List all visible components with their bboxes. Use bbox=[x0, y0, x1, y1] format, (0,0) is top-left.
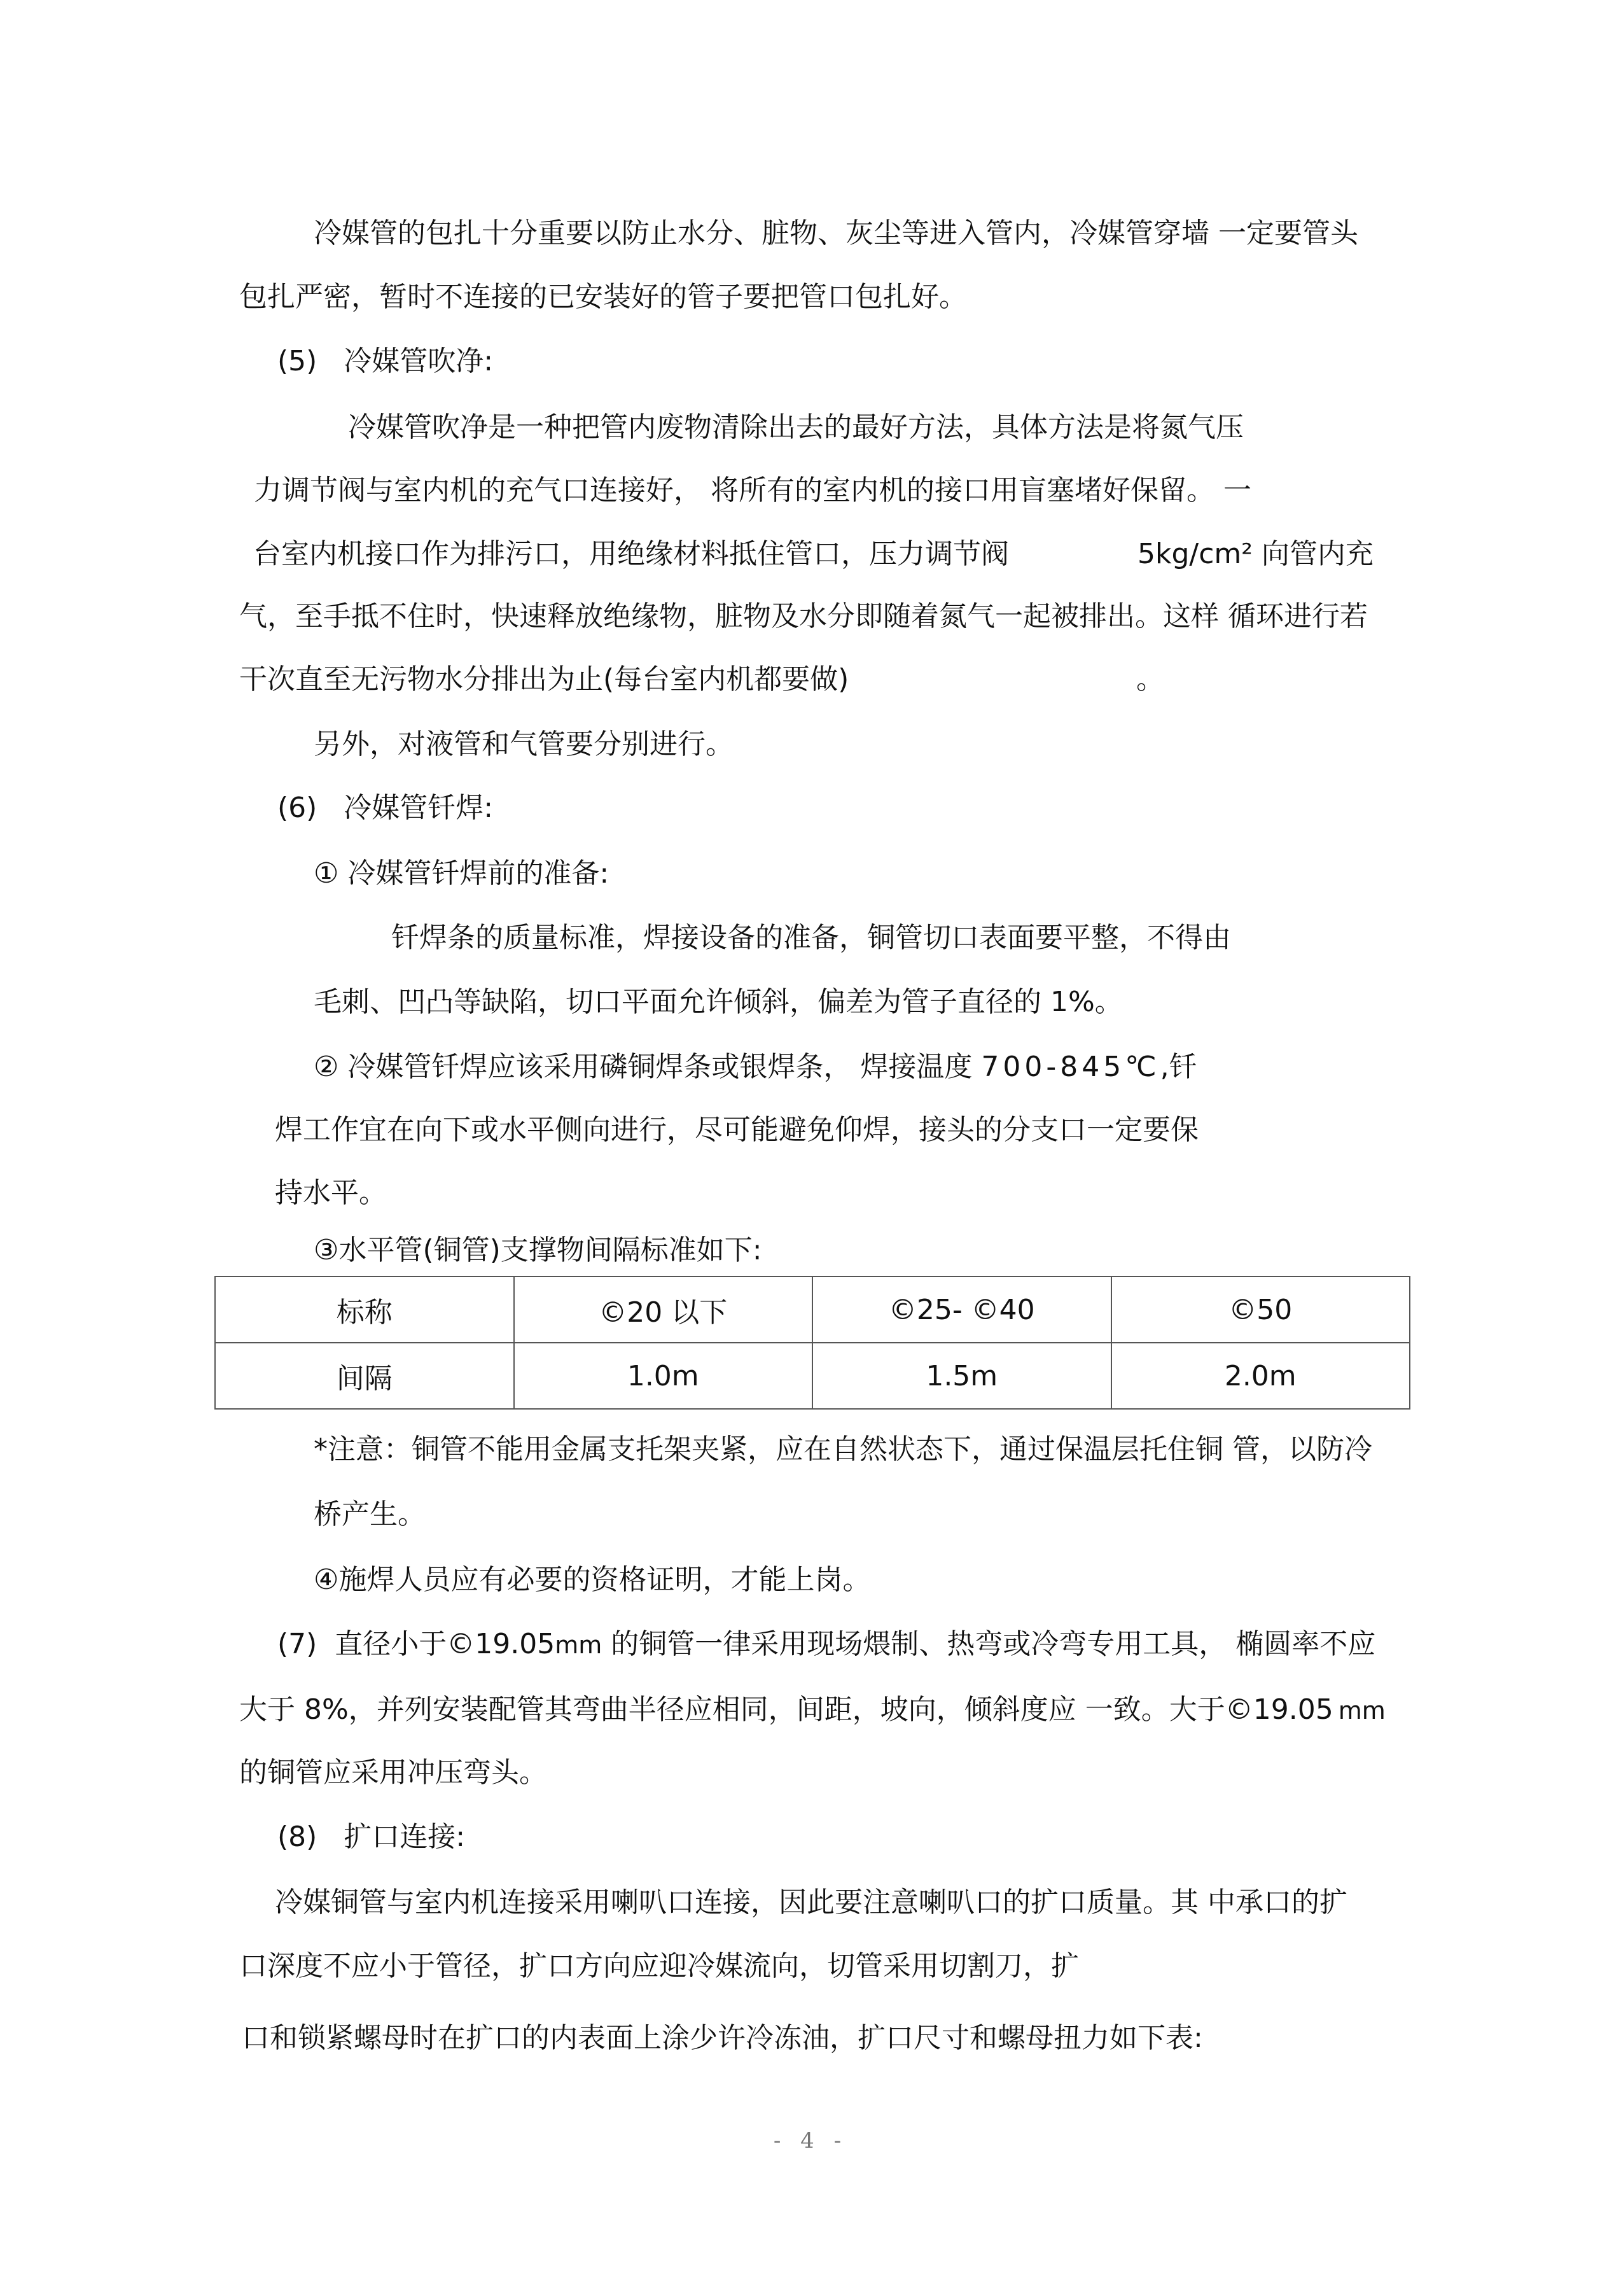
text-segment: ,钎 bbox=[1160, 1051, 1197, 1083]
paragraph-line: 毛刺、凹凸等缺陷，切口平面允许倾斜，偏差为管子直径的 1%。 bbox=[314, 986, 1123, 1018]
paragraph-line: 持水平。 bbox=[275, 1177, 387, 1209]
paragraph-line bbox=[253, 536, 1374, 572]
paragraph-wrapping-line: 冷媒管的包扎十分重要以防止水分、脏物、灰尘等进入管内，冷媒管穿墙 一定要管头 bbox=[314, 217, 1358, 249]
paragraph-line: 口深度不应小于管径，扩口方向应迎冷媒流向，切管采用切割刀，扩 bbox=[239, 1950, 1079, 1982]
paragraph-line bbox=[239, 662, 1164, 697]
pressure-value: 5kg/cm² 向管内充 bbox=[1137, 538, 1374, 570]
table-cell: ©25- ©40 bbox=[812, 1277, 1111, 1343]
text-segment: 的铜管一律采用现场煨制、热弯或冷弯专用工具， 椭圆率不应 bbox=[602, 1628, 1376, 1660]
item-1-title: ① 冷媒管钎焊前的准备: bbox=[314, 857, 609, 890]
section-8-heading bbox=[277, 1819, 465, 1855]
section-number: (8) bbox=[277, 1821, 317, 1853]
paragraph-wrapping-line: 包扎严密，暂时不连接的已安装好的管子要把管口包扎好。 bbox=[239, 281, 967, 313]
section-5-heading bbox=[277, 344, 493, 379]
section-6-heading bbox=[277, 790, 493, 826]
table-row bbox=[215, 1343, 1410, 1409]
text-segment: 大于 8%，并列安装配管其弯曲半径应相同，间距，坡向，倾斜度应 一致。大于©19.05 bbox=[239, 1693, 1333, 1726]
table-cell: 2.0m bbox=[1111, 1343, 1410, 1409]
unit-text: mm bbox=[1338, 1697, 1386, 1725]
table-cell: ©50 bbox=[1111, 1277, 1410, 1343]
section-7-line bbox=[277, 1627, 1375, 1663]
table-header-cell: 标称 bbox=[215, 1277, 514, 1343]
text-segment: ② 冷媒管钎焊应该采用磷铜焊条或银焊条， 焊接温度 bbox=[314, 1051, 982, 1083]
page-number: - 4 - bbox=[773, 2128, 848, 2153]
table-header-cell: 间隔 bbox=[215, 1343, 514, 1409]
table-cell: 1.0m bbox=[514, 1343, 813, 1409]
paragraph-line: 冷媒管吹净是一种把管内废物清除出去的最好方法，具体方法是将氮气压 bbox=[348, 411, 1244, 444]
section-number: (6) bbox=[277, 792, 317, 824]
note-line: 桥产生。 bbox=[314, 1498, 426, 1530]
item-3-title: ③水平管(铜管)支撑物间隔标准如下: bbox=[314, 1234, 762, 1266]
item-4: ④施焊人员应有必要的资格证明，才能上岗。 bbox=[314, 1564, 871, 1596]
note-line: *注意：铜管不能用金属支托架夹紧，应在自然状态下，通过保温层托住铜 管，以防冷 bbox=[314, 1433, 1372, 1466]
paragraph-line: 钎焊条的质量标准，焊接设备的准备，铜管切口表面要平整，不得由 bbox=[391, 921, 1231, 954]
text-segment: 干次直至无污物水分排出为止(每台室内机都要做) bbox=[239, 663, 849, 696]
paragraph-line: 口和锁紧螺母时在扩口的内表面上涂少许冷冻油，扩口尺寸和螺母扭力如下表: bbox=[242, 2022, 1203, 2054]
section-number: (5) bbox=[277, 345, 317, 377]
section-title: 冷媒管钎焊: bbox=[344, 792, 494, 824]
section-7-line bbox=[239, 1692, 1386, 1728]
paragraph-line bbox=[314, 1049, 1197, 1085]
unit-text: mm bbox=[555, 1631, 602, 1659]
text-segment: 台室内机接口作为排污口，用绝缘材料抵住管口，压力调节阀 bbox=[253, 538, 1009, 570]
table-row bbox=[215, 1277, 1410, 1343]
temperature-value: 700-845℃ bbox=[981, 1051, 1160, 1083]
paragraph-line: 力调节阀与室内机的充气口连接好， 将所有的室内机的接口用盲塞堵好保留。 一 bbox=[254, 474, 1251, 507]
section-title: 冷媒管吹净: bbox=[344, 345, 494, 377]
paragraph-line: 另外，对液管和气管要分别进行。 bbox=[314, 728, 734, 760]
table-cell: ©20 以下 bbox=[514, 1277, 813, 1343]
section-7-line: 的铜管应采用冲压弯头。 bbox=[239, 1756, 547, 1789]
text-segment: (7) 直径小于©19.05 bbox=[277, 1628, 555, 1660]
support-spacing-table bbox=[214, 1276, 1410, 1410]
paragraph-line: 焊工作宜在向下或水平侧向进行，尽可能避免仰焊，接头的分支口一定要保 bbox=[275, 1114, 1199, 1146]
text-segment: 。 bbox=[1136, 663, 1164, 696]
paragraph-line: 冷媒铜管与室内机连接采用喇叭口连接，因此要注意喇叭口的扩口质量。其 中承口的扩 bbox=[275, 1886, 1347, 1919]
table-cell: 1.5m bbox=[812, 1343, 1111, 1409]
paragraph-line: 气，至手抵不住时，快速释放绝缘物，脏物及水分即随着氮气一起被排出。这样 循环进行若 bbox=[239, 600, 1368, 633]
section-title: 扩口连接: bbox=[344, 1821, 466, 1853]
